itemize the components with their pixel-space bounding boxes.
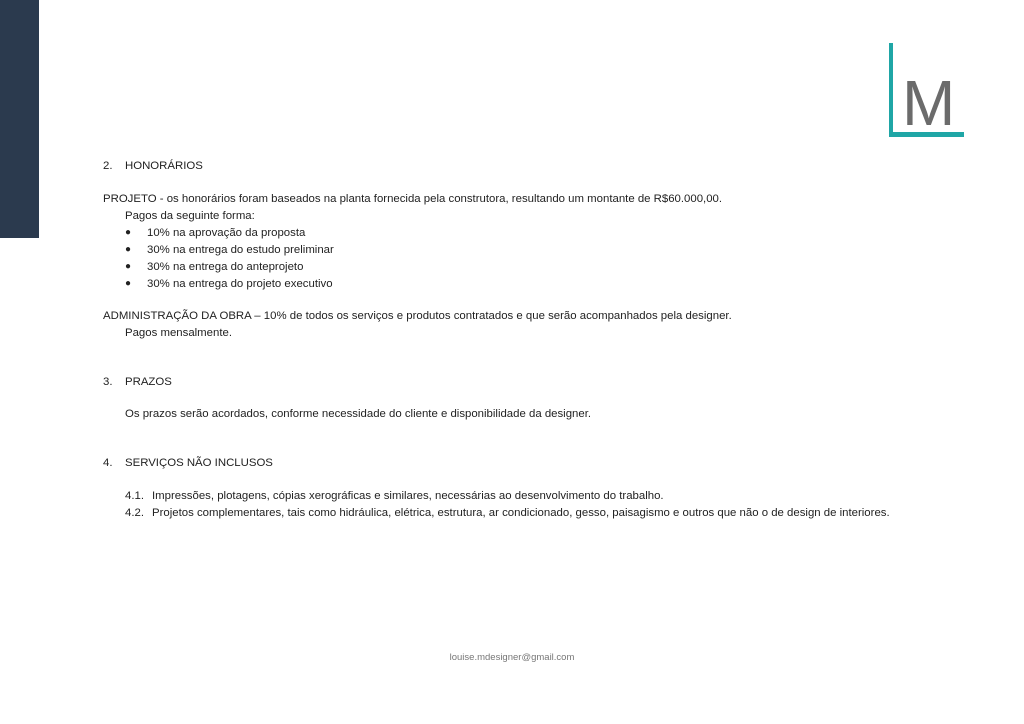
servicos-item-text: Impressões, plotagens, cópias xerográficas e similares, necessárias ao desenvolvimento do trabalho.: [152, 490, 664, 502]
servicos-item: [125, 506, 890, 520]
projeto-text: - os honorários foram baseados na planta fornecida pela construtora, resultando um montante de R$60.000,00.: [156, 193, 723, 205]
logo-teal-vertical: [889, 43, 893, 135]
bullet-icon: ●: [125, 227, 132, 238]
bullet-text: 30% na entrega do projeto executivo: [147, 278, 333, 290]
servicos-item-number: 4.2.: [125, 507, 144, 519]
servicos-item-number: 4.1.: [125, 490, 144, 502]
section-heading-prazos: [103, 375, 172, 389]
brand-logo: [886, 43, 964, 139]
projeto-paragraph: [103, 192, 722, 206]
administracao-paragraph: [103, 309, 732, 323]
pagos-line: Pagos da seguinte forma:: [125, 210, 255, 222]
administracao-label: ADMINISTRAÇÃO DA OBRA: [103, 310, 252, 322]
sidebar-accent-bar: [0, 0, 39, 238]
logo-letter: M: [902, 67, 956, 139]
projeto-label: PROJETO: [103, 193, 157, 205]
section-number: 3.: [103, 376, 113, 388]
footer-email: louise.mdesigner@gmail.com: [449, 652, 575, 663]
servicos-item: [125, 489, 664, 503]
servicos-item-text: Projetos complementares, tais como hidráulica, elétrica, estrutura, ar condicionado, gesso, paisagismo e outros que não o de design de interiores.: [152, 507, 890, 519]
bullet-icon: ●: [125, 244, 132, 255]
section-heading-servicos: [103, 456, 273, 470]
section-number: 4.: [103, 457, 113, 469]
bullet-text: 30% na entrega do anteprojeto: [147, 261, 304, 273]
prazos-text: Os prazos serão acordados, conforme necessidade do cliente e disponibilidade da designer.: [125, 408, 592, 420]
section-title: HONORÁRIOS: [125, 160, 203, 172]
bullet-icon: ●: [125, 261, 132, 272]
bullet-icon: ●: [125, 278, 132, 289]
administracao-text: – 10% de todos os serviços e produtos contratados e que serão acompanhados pela designer.: [251, 310, 732, 322]
bullet-text: 30% na entrega do estudo preliminar: [147, 244, 334, 256]
pagos-mensalmente-line: Pagos mensalmente.: [125, 327, 233, 339]
section-title: PRAZOS: [125, 376, 172, 388]
section-number: 2.: [103, 160, 113, 172]
section-heading-honorarios: [103, 159, 203, 173]
section-title: SERVIÇOS NÃO INCLUSOS: [125, 457, 273, 469]
bullet-text: 10% na aprovação da proposta: [147, 227, 306, 239]
